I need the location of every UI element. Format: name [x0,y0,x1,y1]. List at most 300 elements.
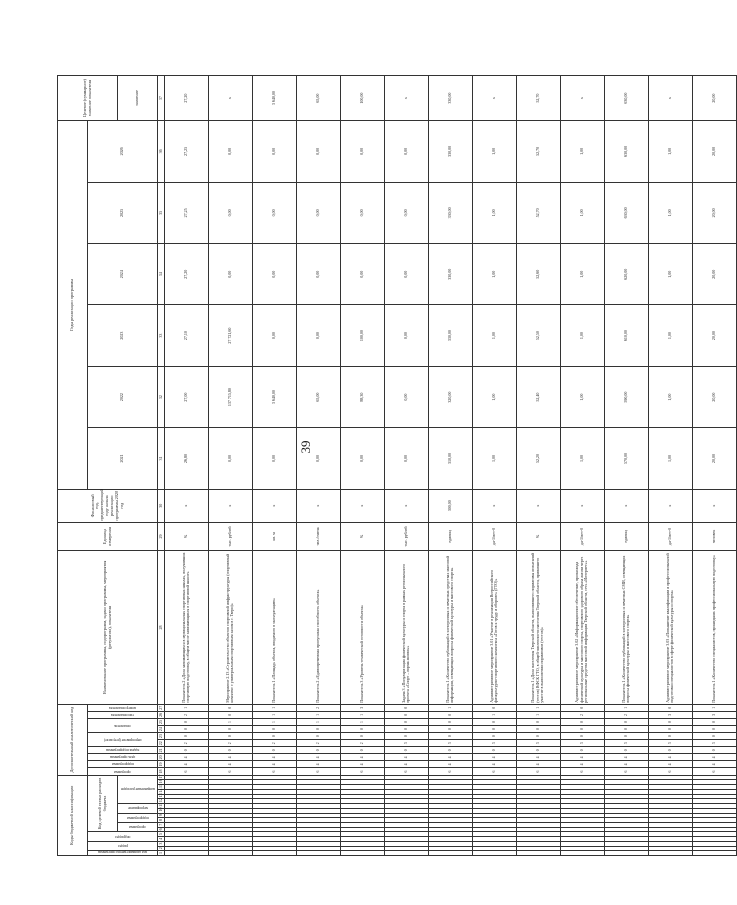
row-year-value-cell: 137 715,80 [208,366,252,427]
row-year-value-cell: 1,00 [472,121,516,182]
code-cell [340,827,384,832]
meropriyatie-header: мероприятие [118,804,158,813]
row-unit-cell: тыс. рублей [208,522,252,550]
row-year-value-cell: 310,00 [428,428,472,489]
code-cell: 3 [648,711,692,718]
row-name-cell: Показатель 1 «Количество специалистов, прошедших профессиональную подготовку» [692,551,736,705]
row-year-value-cell: 0,00 [208,428,252,489]
column-number-cell: 21 [157,748,163,753]
table-row [384,76,428,856]
row-year-value-cell: 0,00 [340,428,384,489]
code-cell: 0 [296,733,340,740]
code-cell [604,804,648,809]
code-cell: 6 [648,768,692,775]
code-cell [384,818,428,823]
code-cell [648,794,692,799]
code-cell: 3 [384,740,428,747]
row-year-value-cell: 1,00 [560,244,604,305]
finance-year-column-header: Финансовый год, предшествующий году начала реализации программы 2020 год [58,489,158,522]
row-year-value-cell: 0,00 [384,182,428,243]
code-cell [428,813,472,818]
code-cell [340,832,384,837]
code-cell: 2 [164,711,208,718]
code-cell: 3 [692,740,736,747]
code-cell [472,813,516,818]
code-cell: 0 [516,747,560,754]
code-cell: 1 [428,704,472,711]
code-cell [208,780,252,785]
code-cell: 0 [648,747,692,754]
code-cell [604,780,648,785]
row-year-value-cell: 0,00 [340,121,384,182]
row-base-year-cell: х [384,489,428,522]
code-cell: 2 [296,740,340,747]
code-cell: 0 [164,747,208,754]
column-number-cell: 25 [157,720,163,724]
code-cell [296,841,340,846]
code-cell [164,846,208,851]
code-cell [296,799,340,804]
code-cell [604,813,648,818]
code-cell [384,789,428,794]
code-cell [428,841,472,846]
row-year-value-cell: 0,00 [252,428,296,489]
code-cell: 0 [208,726,252,733]
column-number-cell: 6 [157,828,163,831]
table-row [164,76,208,856]
code-cell: 0 [604,726,648,733]
code-cell: 0 [560,704,604,711]
an-tip-header: тип показателя [88,711,158,718]
row-name-cell: Показатель 2 «Доля занимающихся в муниципальных спортивных школах, получивших спортивную подготовку, в общем числе занимающихся в спортивной школе» [164,551,208,705]
row-year-value-cell: 27 721,60 [208,305,252,366]
code-cell [692,794,736,799]
an-nomer-header: номер показателя [88,704,158,711]
code-cell [384,832,428,837]
column-number-cell: 9 [157,814,163,817]
row-year-value-cell: 0,00 [252,182,296,243]
code-cell [516,794,560,799]
code-cell [384,808,428,813]
row-year-value-cell: 0,00 [384,366,428,427]
admin-code-header: код администратора программы [88,851,158,856]
code-cell [560,794,604,799]
code-cell [296,804,340,809]
code-cell: 0 [516,718,560,725]
code-cell [164,818,208,823]
code-cell: 1 [296,711,340,718]
code-cell [208,827,252,832]
code-cell [560,841,604,846]
row-name-cell: Показатель 2 «Единовременная пропускная способность объекта» [296,551,340,705]
row-unit-cell: единиц [604,522,648,550]
code-cell [648,837,692,842]
code-cell [516,775,560,780]
row-year-value-cell: 0,00 [384,428,428,489]
row-base-year-cell: х [252,489,296,522]
table-row [340,76,384,856]
row-base-year-cell: х [648,489,692,522]
code-cell [296,827,340,832]
code-cell [340,813,384,818]
year-header: 2023 [88,305,158,366]
code-cell [428,789,472,794]
row-year-value-cell: 52,20 [516,428,560,489]
row-year-value-cell: 27,20 [164,244,208,305]
page-number: 39 [298,440,313,454]
code-cell [648,832,692,837]
code-cell [604,851,648,856]
row-year-value-cell: 0,00 [208,182,252,243]
code-cell [472,818,516,823]
code-cell [472,804,516,809]
code-cell [252,780,296,785]
code-cell: 0 [560,733,604,740]
code-cell [428,775,472,780]
code-cell: 2 [164,740,208,747]
code-cell: 0 [560,726,604,733]
code-cell [252,827,296,832]
row-final-value-cell: х [208,76,252,121]
code-cell [516,846,560,851]
code-cell: 0 [648,733,692,740]
row-year-value-cell: 0,00 [340,182,384,243]
row-base-year-cell: х [472,489,516,522]
code-cell [384,804,428,809]
code-cell [252,832,296,837]
row-base-year-cell: х [164,489,208,522]
row-base-year-cell: х [340,489,384,522]
code-cell [560,846,604,851]
expense-group-header: Код целевой статьи расходов бюджета [88,775,118,832]
code-cell [208,799,252,804]
code-cell [252,794,296,799]
code-cell [296,818,340,823]
an-zadacha-header: задача подпрограммы [88,747,158,754]
year-header: 2026 [88,121,158,182]
code-cell [472,846,516,851]
table-row [648,76,692,856]
code-cell [604,808,648,813]
row-unit-cell: да-1/нет-0 [472,522,516,550]
row-year-value-cell: 590,00 [604,366,648,427]
row-year-value-cell: 610,00 [604,305,648,366]
code-cell: 3 [472,740,516,747]
code-cell [472,837,516,842]
code-cell [252,822,296,827]
code-cell [516,808,560,813]
code-cell [428,794,472,799]
row-name-cell: Задача 3 «Популяризация физической культуры и спорта в рамках регионального проекта «Спорт – норма жизни»» [384,551,428,705]
row-year-value-cell: 330,00 [428,182,472,243]
row-year-value-cell: 630,00 [604,121,648,182]
code-cell [604,832,648,837]
code-cell [384,780,428,785]
code-cell [604,827,648,832]
code-cell [604,818,648,823]
year-header: 2022 [88,366,158,427]
code-cell [208,822,252,827]
row-year-value-cell: 0,00 [252,244,296,305]
code-cell [428,827,472,832]
code-cell [252,851,296,856]
code-cell [252,818,296,823]
code-cell: 0 [428,747,472,754]
row-year-value-cell: 27,00 [164,366,208,427]
code-cell [516,827,560,832]
code-cell [692,837,736,842]
code-cell [604,789,648,794]
code-cell [648,780,692,785]
row-final-value-cell: 20,00 [692,76,736,121]
code-cell: 6 [208,768,252,775]
code-cell [516,785,560,790]
code-cell: 0 [560,747,604,754]
code-cell: 2 [340,740,384,747]
code-cell [340,818,384,823]
code-cell: 0 [472,726,516,733]
row-name-cell: Показатель 1 «Площадь объекта, вводимого в эксплуатацию» [252,551,296,705]
code-cell [516,822,560,827]
code-cell [428,818,472,823]
column-number-cell: 31 [158,428,165,489]
code-cell [648,808,692,813]
code-cell [296,785,340,790]
code-cell [648,822,692,827]
code-cell [296,822,340,827]
code-cell [472,827,516,832]
row-unit-cell: единиц [428,522,472,550]
code-cell [472,794,516,799]
row-year-value-cell: 20,00 [692,305,736,366]
code-cell [340,822,384,827]
code-cell: 0 [692,726,736,733]
code-cell: 3 [648,740,692,747]
code-cell [252,808,296,813]
code-cell: 0 [428,733,472,740]
code-cell: 0 [428,711,472,718]
row-base-year-cell: х [604,489,648,522]
row-final-value-cell: х [648,76,692,121]
years-group-header: Годы реализации программы [58,121,88,490]
code-cell [428,832,472,837]
row-year-value-cell: 0,00 [296,121,340,182]
row-year-value-cell: 1,00 [472,244,516,305]
row-name-cell: Показатель 1 «Количество публикаций в электронных и печатных СМИ, освещающих вопросы физической культуры и массового спорта» [604,551,648,705]
code-cell [164,775,208,780]
code-cell: 0 [648,726,692,733]
code-cell: 0 [560,718,604,725]
code-cell: 3 [428,740,472,747]
final-value-column-header: Целевое (суммарное) значение показателя [58,76,118,121]
code-cell: 0 [208,711,252,718]
row-year-value-cell: 1,00 [472,182,516,243]
row-base-year-cell: х [208,489,252,522]
code-cell [384,775,428,780]
year-header: 2021 [88,428,158,489]
code-cell: 1 [516,704,560,711]
an-podprogramma-header: подпрограмма [88,761,158,768]
code-cell [164,841,208,846]
code-cell [208,808,252,813]
code-cell: 4 [560,761,604,768]
code-cell [164,827,208,832]
code-cell [252,785,296,790]
row-final-value-cell: 27,20 [164,76,208,121]
code-cell [604,794,648,799]
code-cell [516,818,560,823]
row-unit-cell: да-1/нет-0 [560,522,604,550]
code-cell [296,808,340,813]
row-name-cell: Показатель 1 «Доля населения Тверской области, выполнившего нормативы испытаний (тестов) ВФСК ГТО, в общей численности населения Тверской области, принявшего участие в выполнении нормативов (тестов)» [516,551,560,705]
row-year-value-cell: 52,50 [516,305,560,366]
code-cell: 4 [472,761,516,768]
code-cell: 0 [472,704,516,711]
code-cell: 6 [560,768,604,775]
code-cell [604,841,648,846]
column-number-cell: 19 [157,762,163,767]
code-cell [340,841,384,846]
code-cell [164,813,208,818]
column-number-cell: 16 [157,779,163,784]
row-year-value-cell: 0,00 [296,182,340,243]
row-year-value-cell: 1,00 [648,244,692,305]
row-year-value-cell: 20,00 [692,428,736,489]
code-cell: 4 [252,754,296,761]
code-cell: 2 [208,740,252,747]
column-number-cell: 30 [158,489,165,522]
code-cell: 0 [472,747,516,754]
column-number-cell: 20 [157,755,163,760]
code-cell: 0 [252,747,296,754]
row-year-value-cell: 20,00 [692,182,736,243]
year-header: 2025 [88,182,158,243]
code-cell: 1 [604,704,648,711]
code-cell: 6 [472,768,516,775]
code-cell: 3 [692,711,736,718]
code-cell [516,837,560,842]
column-number-cell: 34 [158,244,165,305]
code-cell [560,832,604,837]
code-cell: 6 [516,768,560,775]
row-year-value-cell: 100,00 [340,305,384,366]
code-cell: 4 [428,761,472,768]
row-year-value-cell: 1,00 [472,366,516,427]
code-cell: 1 [208,718,252,725]
row-year-value-cell: 330,00 [428,244,472,305]
code-cell: 4 [560,754,604,761]
code-cell [472,851,516,856]
column-number-cell: 36 [158,121,165,182]
row-unit-cell: % [516,522,560,550]
code-cell: 4 [208,761,252,768]
code-cell [516,789,560,794]
code-cell [648,785,692,790]
code-cell [296,832,340,837]
code-cell [428,780,472,785]
row-year-value-cell: 0,00 [252,121,296,182]
row-final-value-cell: 100,00 [340,76,384,121]
code-cell [692,785,736,790]
code-cell [340,785,384,790]
code-cell: 4 [340,754,384,761]
code-cell: 0 [340,747,384,754]
column-number-cell: 11 [157,802,163,807]
code-cell [164,799,208,804]
code-cell [648,841,692,846]
code-cell [472,799,516,804]
code-cell: 1 [296,718,340,725]
code-cell: 4 [692,761,736,768]
column-number-cell: 14 [157,788,163,793]
code-cell [164,804,208,809]
code-cell [252,813,296,818]
row-unit-cell: тыс. рублей [384,522,428,550]
code-cell [692,799,736,804]
code-cell: 4 [648,761,692,768]
code-cell [208,841,252,846]
code-cell [252,841,296,846]
code-cell: 0 [692,747,736,754]
code-cell [208,775,252,780]
code-cell [428,785,472,790]
row-final-value-cell: х [384,76,428,121]
column-number-cell: 32 [158,366,165,427]
code-cell [516,780,560,785]
code-cell [208,813,252,818]
code-cell [516,841,560,846]
code-cell [516,799,560,804]
column-number-cell: 28 [158,551,165,705]
row-final-value-cell: х [472,76,516,121]
column-number-cell: 26 [157,712,163,717]
row-final-value-cell: х [560,76,604,121]
row-year-value-cell: 0,00 [384,305,428,366]
row-year-value-cell: 0,00 [208,121,252,182]
column-number-cell: 27 [157,705,163,710]
code-cell [296,851,340,856]
column-number-cell: 23 [157,734,163,739]
code-cell: 6 [384,768,428,775]
code-cell [340,789,384,794]
razdel-header: раздел [88,841,158,850]
code-cell: 6 [340,768,384,775]
row-base-year-cell: х [692,489,736,522]
code-cell: 2 [604,711,648,718]
row-year-value-cell: 0,00 [296,244,340,305]
row-unit-cell: да-1/нет-0 [648,522,692,550]
row-year-value-cell: 1,00 [648,428,692,489]
code-cell: 4 [516,754,560,761]
row-final-value-cell: 630,00 [604,76,648,121]
code-cell [560,813,604,818]
code-cell: 1 [692,704,736,711]
code-cell: 1 [340,718,384,725]
row-year-value-cell: 0,00 [252,305,296,366]
code-cell [340,799,384,804]
an-programma-header: программа [88,768,158,775]
code-cell [384,851,428,856]
code-cell [340,851,384,856]
row-year-value-cell: 52,70 [516,182,560,243]
code-cell: 4 [604,754,648,761]
row-year-value-cell: 1,00 [560,121,604,182]
column-number-cell: 7 [157,823,163,826]
row-final-value-cell: 3 640,00 [252,76,296,121]
row-year-value-cell: 20,00 [692,244,736,305]
row-final-value-cell: 330,00 [428,76,472,121]
code-cell [340,775,384,780]
